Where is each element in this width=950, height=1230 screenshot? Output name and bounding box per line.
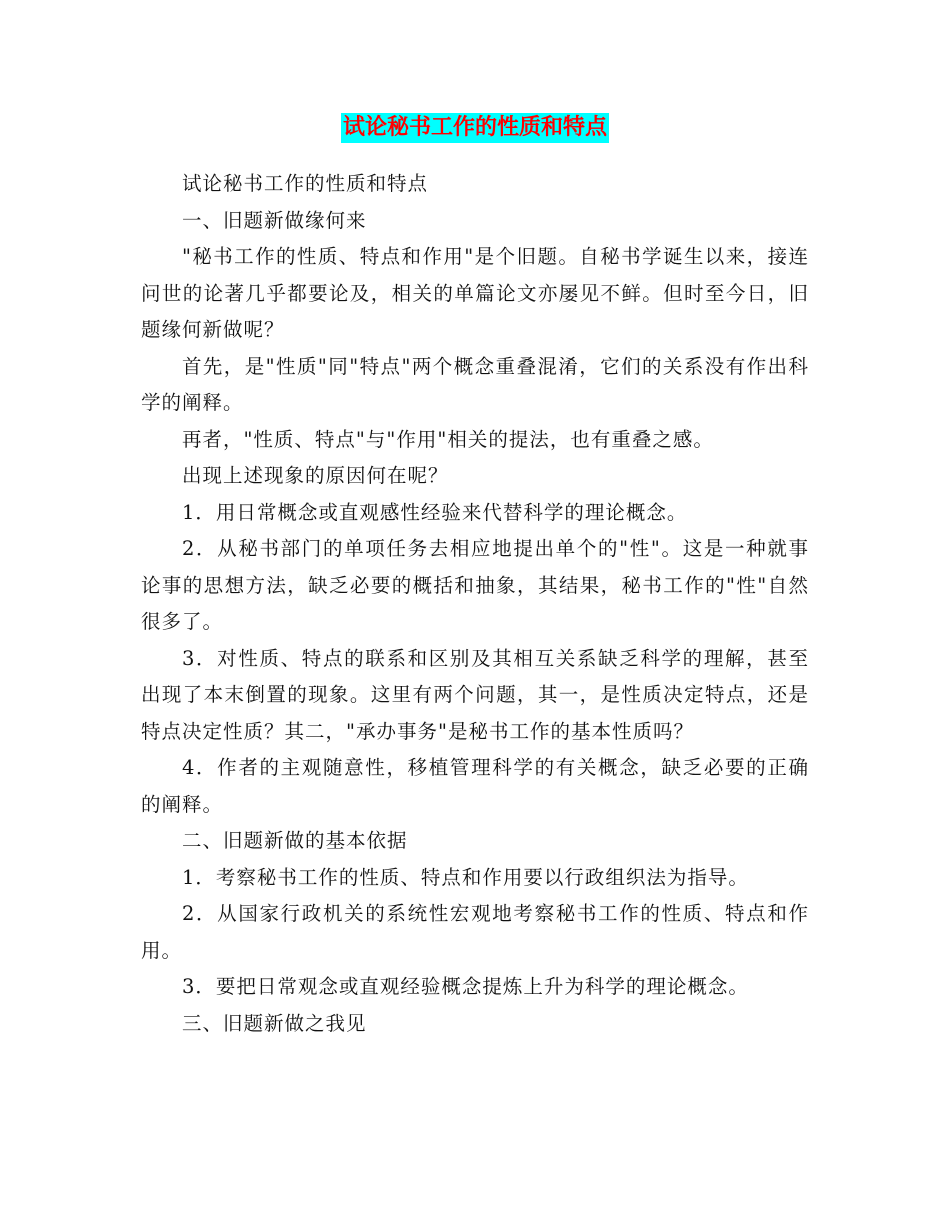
paragraph: 首先，是"性质"同"特点"两个概念重叠混淆，它们的关系没有作出科学的阐释。	[141, 354, 809, 414]
paragraph: 试论秘书工作的性质和特点	[181, 172, 428, 195]
list-item: 2．从秘书部门的单项任务去相应地提出单个的"性"。这是一种就事论事的思想方法，缺乏必要的概括和抽象，其结果，秘书工作的"性"自然很多了。	[141, 537, 809, 633]
list-item: 1．考察秘书工作的性质、特点和作用要以行政组织法为指导。	[181, 865, 749, 889]
section-heading: 一、旧题新做缘何来	[181, 208, 367, 232]
list-item: 4．作者的主观随意性，移植管理科学的有关概念，缺乏必要的正确的阐释。	[141, 756, 809, 816]
document-body	[141, 166, 809, 1042]
document-title: 试论秘书工作的性质和特点	[341, 113, 609, 143]
paragraph: "秘书工作的性质、特点和作用"是个旧题。自秘书学诞生以来，接连问世的论著几乎都要论及，相关的单篇论文亦屡见不鲜。但时至今日，旧题缘何新做呢？	[141, 245, 809, 341]
list-item: 1．用日常概念或直观感性经验来代替科学的理论概念。	[181, 500, 688, 524]
paragraph: 再者，"性质、特点"与"作用"相关的提法，也有重叠之感。	[181, 427, 714, 451]
title-block	[0, 113, 950, 143]
section-heading: 三、旧题新做之我见	[181, 1011, 367, 1035]
list-item: 2．从国家行政机关的系统性宏观地考察秘书工作的性质、特点和作用。	[141, 902, 809, 962]
list-item: 3．要把日常观念或直观经验概念提炼上升为科学的理论概念。	[181, 975, 749, 998]
list-item: 3．对性质、特点的联系和区别及其相互关系缺乏科学的理解，甚至出现了本末倒置的现象。这里有两个问题，其一，是性质决定特点，还是特点决定性质？其二，"承办事务"是秘书工作的基本性质吗？	[141, 646, 809, 743]
paragraph: 出现上述现象的原因何在呢？	[181, 464, 449, 487]
section-heading: 二、旧题新做的基本依据	[181, 829, 408, 852]
